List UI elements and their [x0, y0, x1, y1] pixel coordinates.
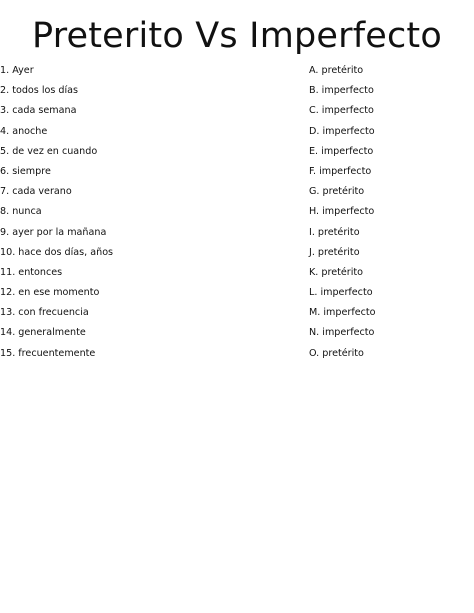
page-title: Preterito Vs Imperfecto	[32, 16, 442, 56]
answer-item: G. pretérito	[309, 186, 365, 198]
phrase-item: 7. cada verano	[0, 186, 72, 198]
phrase-item: 1. Ayer	[0, 65, 34, 76]
answer-item: N. imperfecto	[309, 327, 375, 339]
answer-item: D. imperfecto	[309, 125, 375, 137]
answer-item: I. pretérito	[309, 226, 360, 238]
phrase-item: 15. frecuentemente	[0, 347, 96, 359]
phrase-item: 3. cada semana	[0, 105, 77, 117]
answer-item: C. imperfecto	[309, 105, 374, 117]
phrase-item: 8. nunca	[0, 206, 42, 218]
answer-item: E. imperfecto	[309, 145, 374, 157]
tense-answer-list	[309, 64, 469, 367]
phrase-item: 13. con frecuencia	[0, 307, 89, 319]
phrase-item: 9. ayer por la mañana	[0, 226, 107, 238]
phrase-item: 5. de vez en cuando	[0, 145, 98, 157]
phrase-item: 6. siempre	[0, 165, 51, 177]
answer-item: L. imperfecto	[309, 287, 373, 299]
answer-item: B. imperfecto	[309, 85, 374, 97]
phrase-item: 4. anoche	[0, 125, 48, 137]
phrase-list	[0, 64, 290, 367]
phrase-item: 10. hace dos días, años	[0, 246, 114, 258]
phrase-item: 14. generalmente	[0, 327, 86, 339]
answer-item: M. imperfecto	[309, 307, 376, 319]
phrase-item: 11. entonces	[0, 266, 63, 278]
answer-item: A. pretérito	[309, 65, 364, 76]
answer-item: J. pretérito	[309, 246, 360, 258]
phrase-item: 2. todos los días	[0, 85, 79, 97]
answer-item: K. pretérito	[309, 266, 364, 278]
answer-item: H. imperfecto	[309, 206, 375, 218]
answer-item: F. imperfecto	[309, 165, 372, 177]
answer-item: O. pretérito	[309, 347, 364, 359]
phrase-item: 12. en ese momento	[0, 287, 100, 299]
